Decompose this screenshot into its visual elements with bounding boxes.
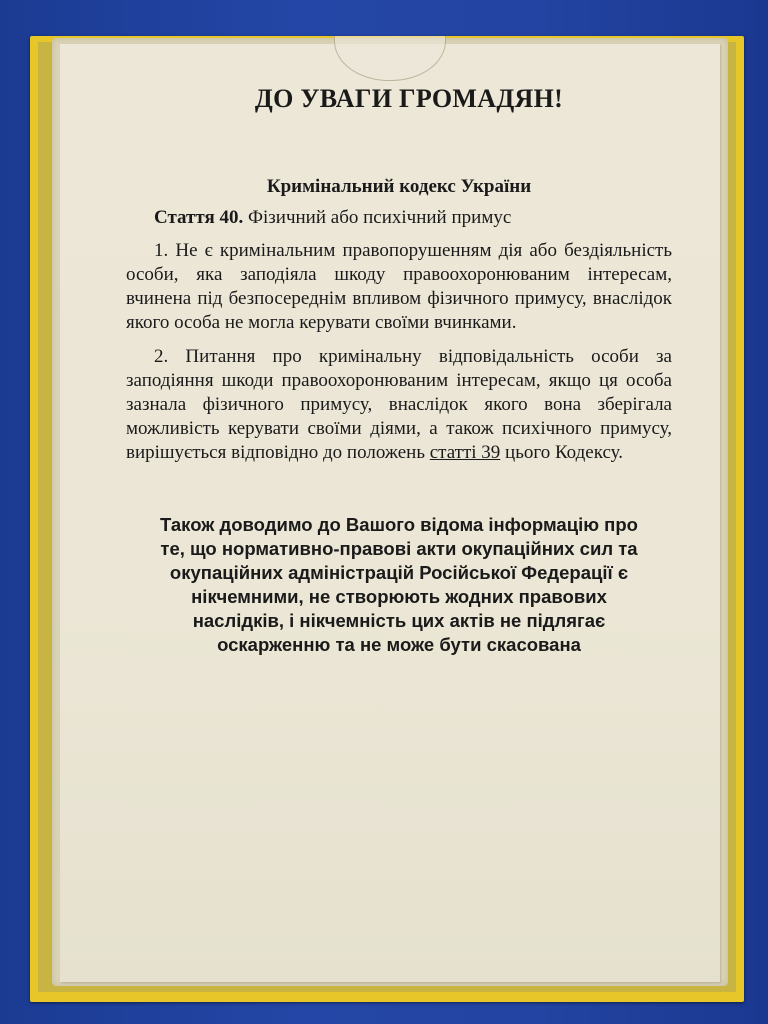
- article-39-link[interactable]: статті 39: [429, 442, 501, 463]
- paragraph-2: [126, 345, 672, 465]
- article-heading: [154, 207, 672, 229]
- notice-line: те, що нормативно-правові акти окупаційних сил та: [160, 538, 638, 559]
- notice-line: окупаційних адміністрацій Російської Федерації є: [169, 562, 629, 583]
- notice-line: оскарженню та не може бути скасована: [217, 634, 581, 655]
- notice-line: Також доводимо до Вашого відома інформацію про: [160, 514, 638, 535]
- page-title: ДО УВАГИ ГРОМАДЯН!: [254, 84, 564, 113]
- notice-line: наслідків, і нікчемність цих актів не підлягає: [192, 610, 606, 631]
- paragraph-2-text: 2. Питання про кримінальну відповідальність особи за заподіяння шкоди правоохоронюваним інтересам, якщо ця особа зазнала фізичного примусу, внаслідок якого вона зберігала можливість керувати своїми діями, а також психічного примусу, вирішується відповідно до положень: [126, 346, 672, 463]
- article-label: Стаття 40.: [154, 207, 244, 228]
- code-name: Кримінальний кодекс України: [266, 176, 532, 197]
- paragraph-1: 1. Не є кримінальним правопорушенням дія або бездіяльність особи, яка заподіяла шкоду правоохоронюваним інтересам, вчинена під безпосереднім впливом фізичного примусу, внаслідок якого особа не могла керувати своїми вчинками.: [126, 240, 672, 333]
- paragraph-2-end: цього Кодексу.: [500, 442, 624, 463]
- article-name: Фізичний або психічний примус: [248, 207, 512, 228]
- notice-line: нікчемними, не створюють жодних правових: [191, 586, 607, 607]
- document-body: [126, 84, 672, 657]
- notice-block: [126, 513, 672, 657]
